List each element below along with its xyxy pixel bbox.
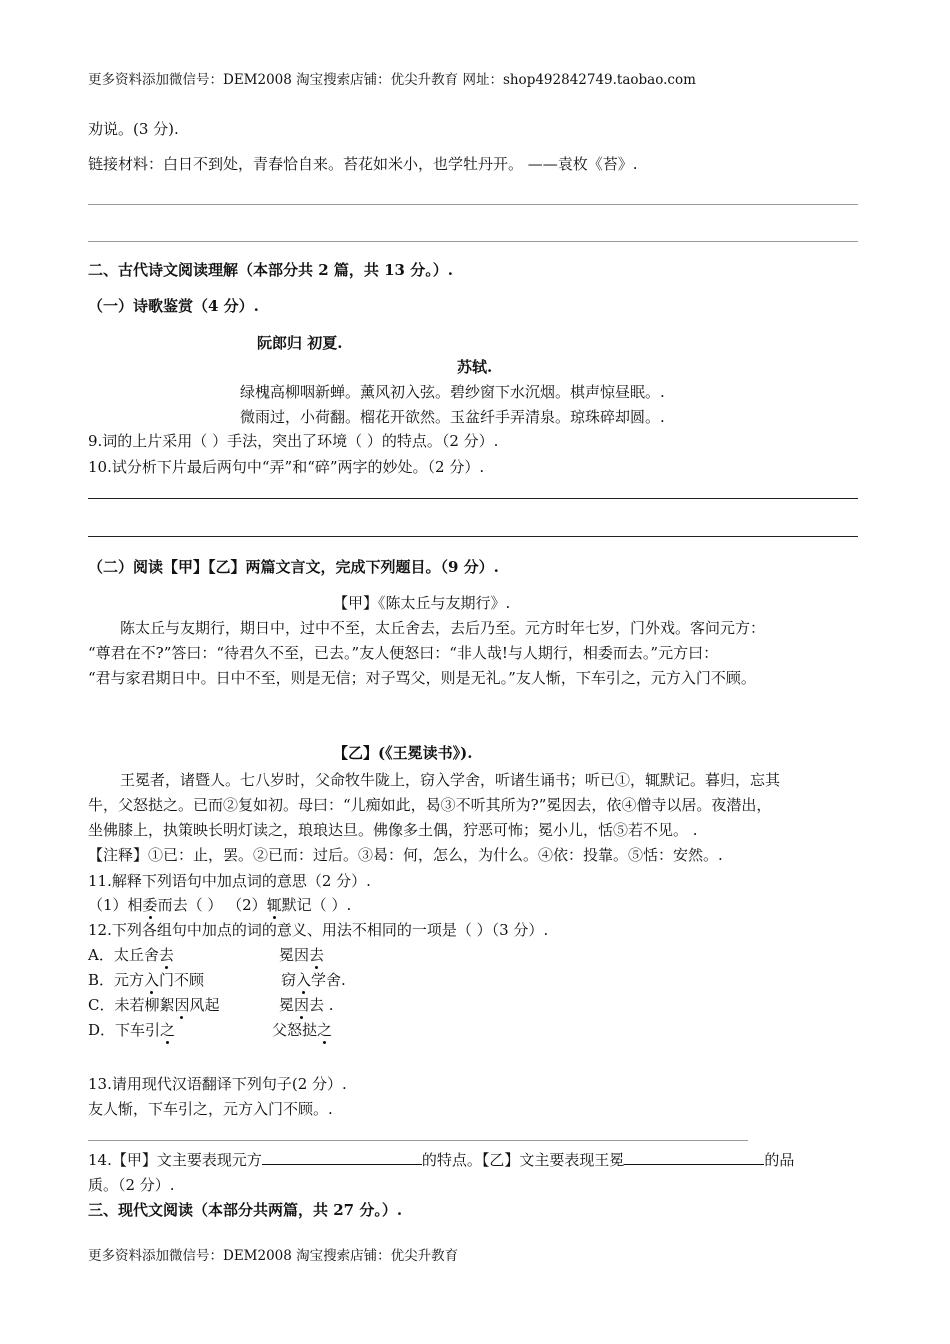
passage-jia-line: “君与家君期日中。日中不至，则是无信；对子骂父，则是无礼。”友人惭，下车引之，元方入门不顾。 — [88, 669, 756, 687]
option-d-pair: 父怒挞之 — [272, 1021, 333, 1039]
page-header: 更多资料添加微信号：DEM2008 淘宝搜索店铺：优尖升教育 网址：shop492842749.taobao.com — [88, 72, 696, 88]
question-13-sentence: 友人惭，下车引之，元方入门不顾。. — [88, 1100, 333, 1118]
option-a-pair: 冕因去 — [279, 946, 325, 964]
answer-line — [88, 1140, 748, 1141]
question-11-items: （1）相委而去（ ） （2）辄默记（ ）. — [88, 896, 352, 914]
page-footer: 更多资料添加微信号：DEM2008 淘宝搜索店铺：优尖升教育 — [88, 1248, 459, 1264]
subsection-1-title: （一）诗歌鉴赏（4 分）. — [88, 297, 259, 315]
option-c: C．未若柳絮因风起 — [88, 996, 220, 1014]
passage-yi-line: 坐佛膝上，执策映长明灯读之，琅琅达旦。佛像多土偶，狞恶可怖；冕小儿，恬⑤若不见。 . — [88, 821, 698, 839]
question-9: 9.词的上片采用（ ）手法，突出了环境（ ）的特点。（2 分）. — [88, 432, 499, 450]
passage-jia-line: 陈太丘与友期行，期日中，过中不至，太丘舍去，去后乃至。元方时年七岁，门外戏。客问元方： — [120, 619, 766, 637]
option-d: D．下车引之 — [88, 1021, 176, 1039]
poem-title: 阮郎归 初夏. — [257, 334, 343, 352]
option-c-pair: 冕因去 . — [279, 996, 334, 1014]
question-13: 13.请用现代汉语翻译下列句子(2 分）. — [88, 1075, 347, 1093]
question-10: 10.试分析下片最后两句中“弄”和“碎”两字的妙处。（2 分）. — [88, 458, 485, 476]
section-2-title: 二、古代诗文阅读理解（本部分共 2 篇，共 13 分。）. — [88, 261, 453, 279]
answer-line — [88, 536, 858, 537]
passage-yi-note: 【注释】①已：止，罢。②已而：过后。③曷：何，怎么，为什么。④依：投靠。⑤恬：安然。. — [88, 846, 723, 864]
subsection-2-title: （二）阅读【甲】【乙】两篇文言文，完成下列题目。（9 分）. — [88, 558, 499, 576]
poem-author: 苏轼. — [457, 358, 493, 376]
paragraph-tail: 劝说。(3 分). — [88, 120, 179, 138]
question-12: 12.下列各组句中加点的词的意义、用法不相同的一项是（ ）（3 分）. — [88, 921, 549, 939]
answer-line — [88, 204, 858, 205]
passage-yi-line: 牛，父怒挞之。已而②复如初。母曰：“儿痴如此，曷③不听其所为?”冕因去，依④僧寺以居。夜潜出， — [88, 796, 772, 814]
passage-yi-line: 王冕者，诸暨人。七八岁时，父命牧牛陇上，窃入学舍，听诸生诵书；听已①，辄默记。暮归，忘其 — [120, 771, 781, 789]
link-material: 链接材料：白日不到处，青春恰自来。苔花如米小，也学牡丹开。 ——袁枚《苔》. — [88, 155, 638, 173]
question-14-cont: 质。（2 分）. — [88, 1176, 175, 1194]
question-14: 14.【甲】文主要表现元方 的特点。【乙】文主要表现王冕 的品 — [88, 1151, 795, 1169]
answer-line — [88, 241, 858, 242]
option-b: B．元方入门不顾 — [88, 971, 205, 989]
passage-jia-title: 【甲】《陈太丘与友期行》. — [333, 594, 511, 612]
passage-jia-line: “尊君在不?”答曰：“待君久不至，已去。”友人便怒曰：“非人哉!与人期行，相委而去。”元方曰： — [88, 644, 719, 662]
poem-line: 微雨过，小荷翻。榴花开欲然。玉盆纤手弄清泉。琼珠碎却圆。. — [240, 408, 665, 426]
poem-line: 绿槐高柳咽新蝉。薰风初入弦。碧纱窗下水沉烟。棋声惊昼眠。. — [240, 383, 665, 401]
answer-line — [88, 498, 858, 499]
option-a: A．太丘舍去 — [88, 946, 174, 964]
question-11: 11.解释下列语句中加点词的意思（2 分）. — [88, 872, 371, 890]
passage-yi-title: 【乙】(《王冕读书》). — [333, 744, 473, 762]
option-b-pair: 窃入学舍. — [281, 971, 346, 989]
section-3-title: 三、现代文阅读（本部分共两篇，共 27 分。）. — [88, 1201, 403, 1219]
